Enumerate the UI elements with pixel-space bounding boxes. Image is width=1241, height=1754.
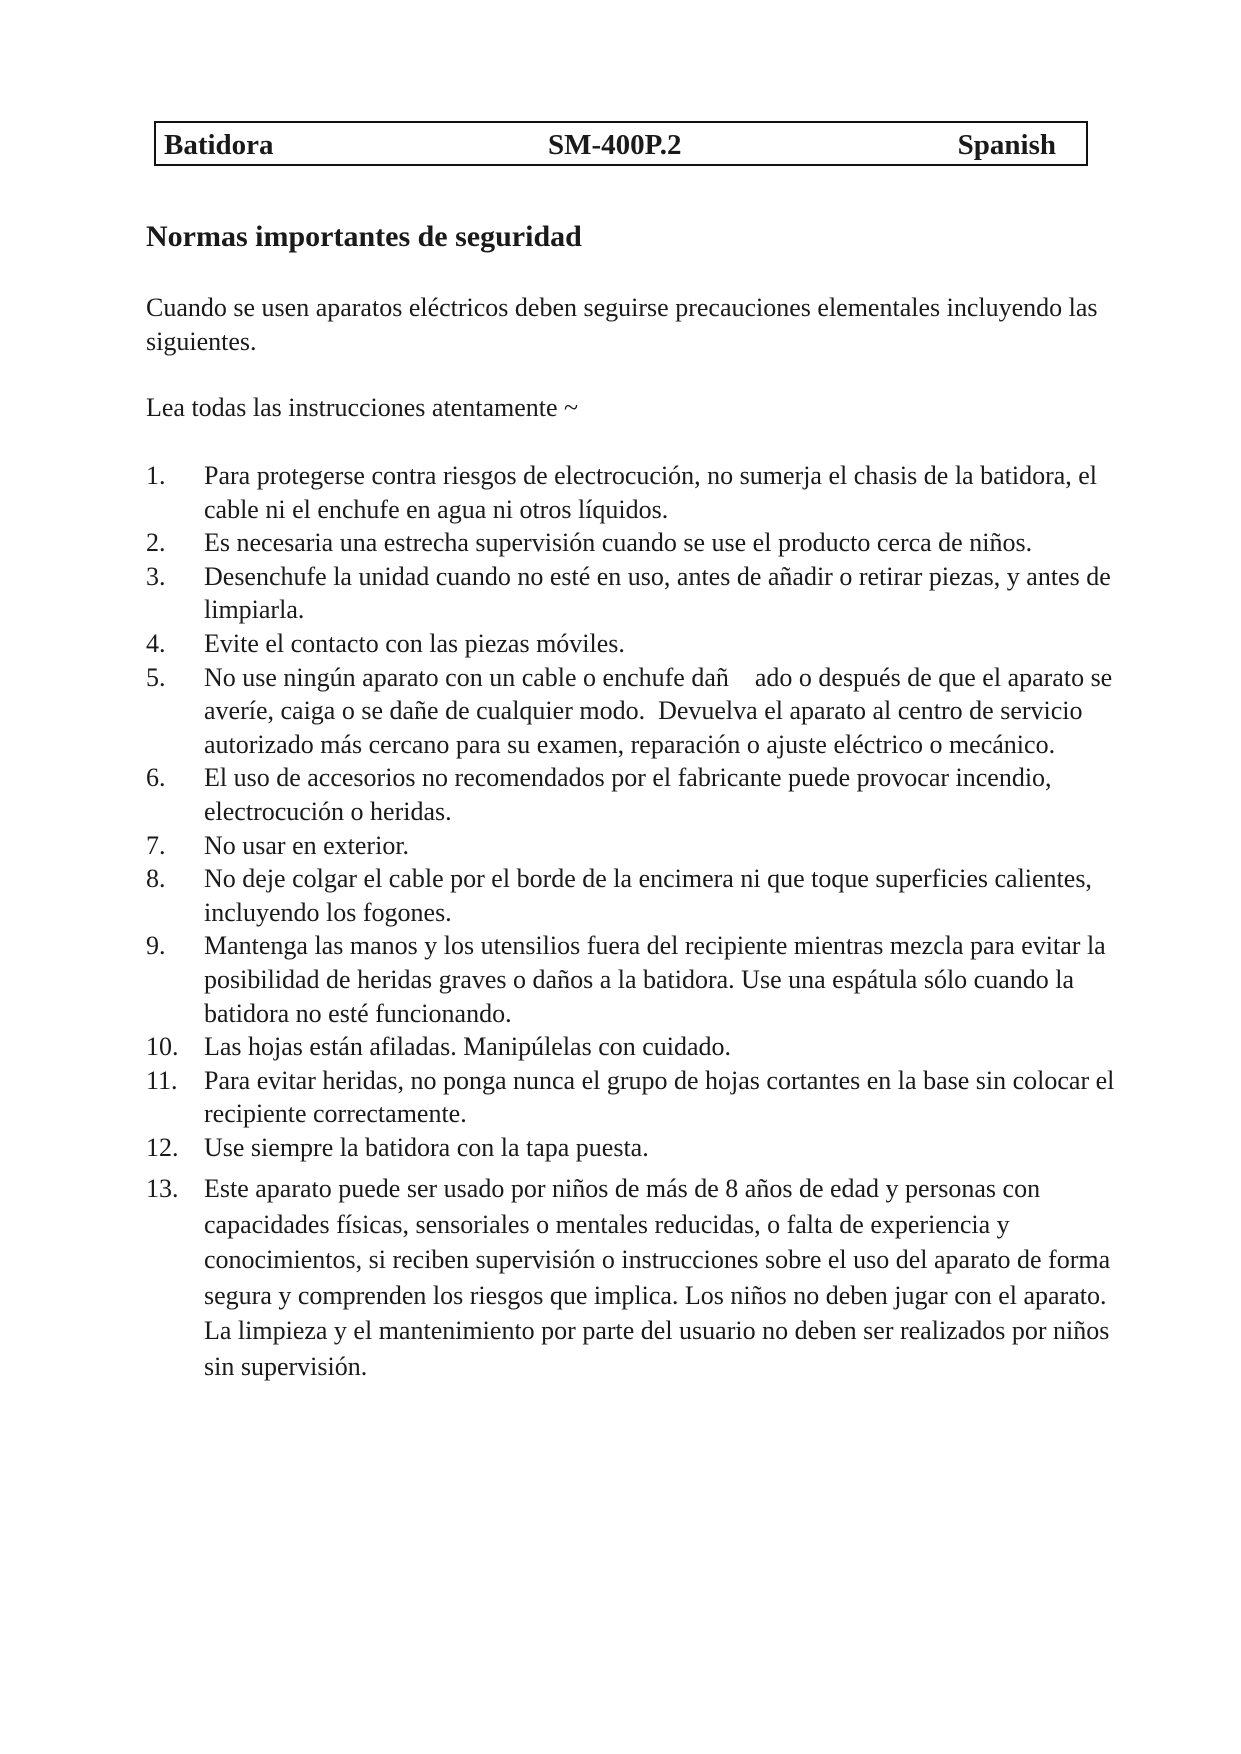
item-text: Para evitar heridas, no ponga nunca el grupo de hojas cortantes en la base sin colocar el recipiente correctamente. bbox=[204, 1065, 1115, 1129]
safety-list bbox=[146, 459, 1126, 1384]
section-title: Normas importantes de seguridad bbox=[146, 220, 582, 253]
item-text: El uso de accesorios no recomendados por el fabricante puede provocar incendio, electrocución o heridas. bbox=[204, 763, 1052, 826]
header-product: Batidora bbox=[164, 129, 274, 161]
list-item bbox=[146, 1064, 1126, 1131]
item-number: 10. bbox=[146, 1032, 179, 1062]
item-number: 12. bbox=[146, 1132, 179, 1162]
list-item bbox=[146, 627, 1126, 661]
list-item bbox=[146, 661, 1126, 762]
item-number: 2. bbox=[146, 528, 166, 558]
list-item bbox=[146, 929, 1126, 1030]
item-number: 1. bbox=[146, 461, 166, 490]
list-item bbox=[146, 459, 1126, 526]
item-text: Este aparato puede ser usado por niños de más de 8 años de edad y personas con capacidades físicas, sensoriales o mentales reducidas, o falta de experiencia y conocimientos, si reciben supervisión o instrucciones sobre el uso del aparato de forma segura y comprenden los riesgos que implica. Los niños no deben jugar con el aparato. La limpieza y el mantenimiento por parte del usuario no deben ser realizados por niños sin supervisión. bbox=[204, 1174, 1111, 1381]
item-number: 4. bbox=[146, 628, 166, 658]
list-item bbox=[146, 761, 1126, 828]
item-text: No use ningún aparato con un cable o enchufe dañ ado o después de que el aparato se averíe, caiga o se dañe de cualquier modo. Devuelva el aparato al centro de servicio autorizado más cercano para su examen, reparación o ajuste eléctrico o mecánico. bbox=[204, 662, 1119, 759]
header-model: SM-400P.2 bbox=[548, 129, 682, 161]
item-text: Para protegerse contra riesgos de electrocución, no sumerja el chasis de la batidora, el cable ni el enchufe en agua ni otros líquidos. bbox=[204, 461, 1098, 524]
list-item bbox=[146, 829, 1126, 863]
list-item bbox=[146, 1131, 1126, 1165]
item-text: No usar en exterior. bbox=[204, 830, 410, 860]
item-text: Las hojas están afiladas. Manipúlelas con cuidado. bbox=[204, 1032, 732, 1062]
item-number: 11. bbox=[146, 1065, 178, 1095]
item-text: Es necesaria una estrecha supervisión cuando se use el producto cerca de niños. bbox=[204, 528, 1033, 558]
intro-paragraph: Cuando se usen aparatos eléctricos deben seguirse precauciones elementales incluyendo las siguientes. bbox=[146, 293, 1098, 356]
header-box bbox=[154, 121, 1088, 166]
item-number: 13. bbox=[146, 1174, 179, 1204]
list-item bbox=[146, 862, 1126, 929]
item-text: Mantenga las manos y los utensilios fuera del recipiente mientras mezcla para evitar la posibilidad de heridas graves o daños a la batidora. Use una espátula sólo cuando la batidora no esté funcionando. bbox=[204, 931, 1106, 1028]
item-number: 9. bbox=[146, 931, 166, 961]
read-instructions-note: Lea todas las instrucciones atentamente ~ bbox=[146, 393, 579, 422]
item-text: Desenchufe la unidad cuando no esté en uso, antes de añadir o retirar piezas, y antes de limpiarla. bbox=[204, 561, 1111, 625]
item-number: 6. bbox=[146, 763, 166, 793]
item-number: 3. bbox=[146, 561, 166, 591]
list-item bbox=[146, 560, 1126, 627]
list-item bbox=[146, 526, 1126, 560]
item-text: Use siempre la batidora con la tapa puesta. bbox=[204, 1132, 649, 1162]
item-text: Evite el contacto con las piezas móviles. bbox=[204, 628, 625, 658]
list-item bbox=[146, 1171, 1126, 1384]
list-item bbox=[146, 1030, 1126, 1064]
header-language: Spanish bbox=[957, 129, 1056, 161]
item-text: No deje colgar el cable por el borde de la encimera ni que toque superficies calientes, incluyendo los fogones. bbox=[204, 864, 1092, 927]
item-number: 5. bbox=[146, 662, 166, 692]
item-number: 7. bbox=[146, 830, 166, 860]
item-number: 8. bbox=[146, 864, 166, 894]
